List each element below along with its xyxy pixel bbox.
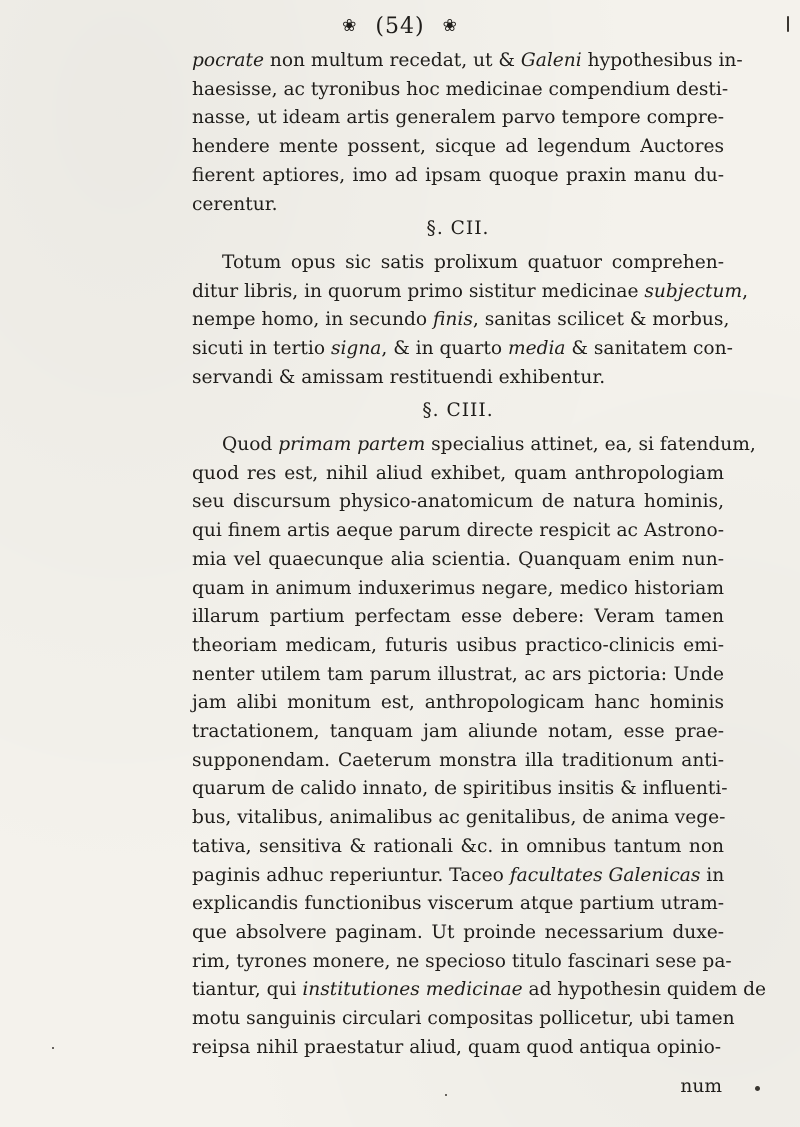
- paper-speck: [445, 1094, 447, 1096]
- text-line: Totum opus sic satis prolixum quatuor comprehen-: [222, 252, 724, 273]
- paper-speck: [755, 1086, 760, 1091]
- text-line: motu sanguinis circulari compositas pollicetur, ubi tamen: [192, 1008, 735, 1030]
- text-line: tativa, sensitiva & rationali &c. in omnibus tantum non: [192, 835, 724, 857]
- paper-speck: [787, 16, 789, 32]
- paragraph-section-cii: [192, 249, 748, 393]
- section-heading-ciii: §. CIII.: [422, 400, 494, 421]
- text-line: qui finem artis aeque parum directe respicit ac Astrono-: [192, 520, 724, 542]
- text-line: seu discursum physico-anatomicum de natura hominis,: [192, 491, 724, 513]
- text-line: quam in animum induxerimus negare, medico historiam: [192, 577, 724, 599]
- text-line: jam alibi monitum est, anthropologicam hanc hominis: [192, 692, 724, 714]
- page-number: (54): [375, 14, 425, 39]
- text-line: tiantur, qui institutiones medicinae ad hypothesin quidem de: [192, 979, 767, 1001]
- text-line: nasse, ut ideam artis generalem parvo tempore compre-: [192, 107, 724, 129]
- text-line: reipsa nihil praestatur aliud, quam quod antiqua opinio-: [192, 1036, 722, 1058]
- text-line: cerentur.: [192, 193, 278, 215]
- paragraph-section-ciii: [192, 431, 767, 1062]
- text-line: fierent aptiores, imo ad ipsam quoque praxin manu du-: [192, 164, 724, 186]
- text-line: supponendam. Caeterum monstra illa traditionum anti-: [192, 749, 724, 771]
- text-line: tractationem, tanquam jam aliunde notam, esse prae-: [192, 721, 724, 743]
- paper-speck: [52, 1047, 54, 1049]
- text-line: theoriam medicam, futuris usibus practico-clinicis emi-: [192, 634, 724, 656]
- text-line: quod res est, nihil aliud exhibet, quam anthropologiam: [192, 462, 724, 484]
- text-line: que absolvere paginam. Ut proinde necessarium duxe-: [192, 921, 724, 943]
- text-line: haesisse, ac tyronibus hoc medicinae compendium desti-: [192, 78, 729, 100]
- text-line: illarum partium perfectam esse debere: Veram tamen: [192, 606, 724, 628]
- catchword: num: [680, 1076, 722, 1097]
- text-line: rim, tyrones monere, ne specioso titulo fascinari sese pa-: [192, 950, 732, 972]
- section-heading-cii: §. CII.: [426, 218, 490, 239]
- text-line: servandi & amissam restituendi exhibentur.: [192, 366, 606, 388]
- text-line: hendere mente possent, sicque ad legendum Auctores: [192, 136, 724, 158]
- ornament-left-icon: ❀: [342, 16, 358, 36]
- paragraph-continuation: [192, 47, 743, 219]
- text-line: ditur libris, in quorum primo sistitur medicinae subjectum,: [192, 280, 748, 302]
- text-line: mia vel quaecunque alia scientia. Quanquam enim nun-: [192, 548, 724, 570]
- text-line: explicandis functionibus viscerum atque partium utram-: [192, 893, 724, 915]
- text-line: sicuti in tertio signa, & in quarto media & sanitatem con-: [192, 338, 733, 360]
- text-line: nenter utilem tam parum illustrat, ac ars pictoria: Unde: [192, 663, 724, 685]
- text-line: paginis adhuc reperiuntur. Taceo facultates Galenicas in: [192, 864, 725, 886]
- text-line: pocrate non multum recedat, ut & Galeni hypothesibus in-: [192, 50, 743, 71]
- ornament-right-icon: ❀: [442, 16, 458, 36]
- text-line: quarum de calido innato, de spiritibus insitis & influenti-: [192, 778, 728, 800]
- text-line: nempe homo, in secundo finis, sanitas scilicet & morbus,: [192, 309, 730, 331]
- text-line: Quod primam partem specialius attinet, ea, si fatendum,: [222, 434, 756, 455]
- text-line: bus, vitalibus, animalibus ac genitalibus, de anima vege-: [192, 807, 726, 829]
- page-header: [0, 14, 800, 39]
